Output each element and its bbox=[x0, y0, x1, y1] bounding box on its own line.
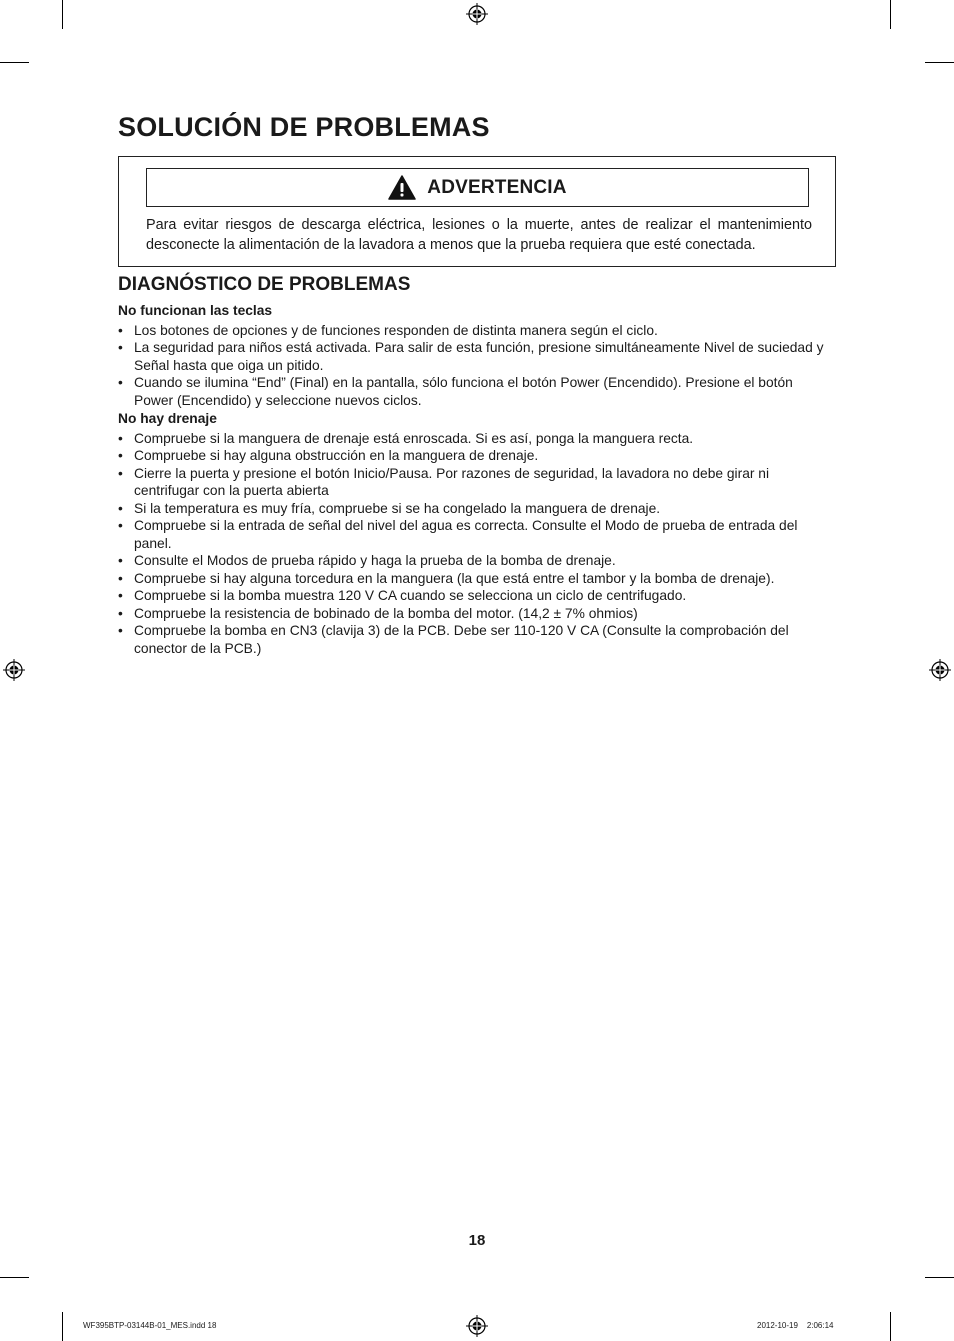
list-item: • Los botones de opciones y de funciones responden de distinta manera según el ciclo. bbox=[118, 322, 834, 340]
crop-mark bbox=[925, 62, 954, 63]
footer-file-info: WF395BTP-03144B-01_MES.indd 18 bbox=[83, 1321, 217, 1330]
registration-mark-icon bbox=[466, 1315, 488, 1337]
subsection-heading: No hay drenaje bbox=[118, 411, 217, 426]
registration-mark-icon bbox=[929, 659, 951, 681]
list-item: • Compruebe si la entrada de señal del nivel del agua es correcta. Consulte el Modo de prueba de entrada del panel. bbox=[118, 517, 834, 552]
warning-header bbox=[146, 168, 809, 207]
crop-mark bbox=[0, 1277, 29, 1278]
list-item: • Compruebe si hay alguna torcedura en la manguera (la que está entre el tambor y la bomba de drenaje). bbox=[118, 570, 834, 588]
crop-mark bbox=[62, 0, 63, 29]
crop-mark bbox=[925, 1277, 954, 1278]
warning-box bbox=[118, 156, 836, 267]
warning-triangle-icon bbox=[388, 175, 416, 200]
registration-mark-icon bbox=[3, 659, 25, 681]
warning-text: Para evitar riesgos de descarga eléctrica, lesiones o la muerte, antes de realizar el mantenimiento desconecte la alimentación de la lavadora a menos que la prueba requiera que esté conectada. bbox=[146, 217, 812, 253]
crop-mark bbox=[890, 1312, 891, 1341]
page-number: 18 bbox=[468, 1232, 486, 1249]
list-item: • Compruebe si la manguera de drenaje está enroscada. Si es así, ponga la manguera recta. bbox=[118, 430, 834, 448]
list-item: • Consulte el Modos de prueba rápido y haga la prueba de la bomba de drenaje. bbox=[118, 552, 834, 570]
warning-title: ADVERTENCIA bbox=[427, 176, 567, 198]
bullet-list bbox=[118, 430, 834, 658]
list-item: • Cierre la puerta y presione el botón Inicio/Pausa. Por razones de seguridad, la lavadora no debe girar ni centrifugar con la puerta abierta bbox=[118, 465, 834, 500]
list-item: • Compruebe la bomba en CN3 (clavija 3) de la PCB. Debe ser 110-120 V CA (Consulte la comprobación del conector de la PCB.) bbox=[118, 622, 834, 657]
list-item: • Compruebe la resistencia de bobinado de la bomba del motor. (14,2 ± 7% ohmios) bbox=[118, 605, 834, 623]
list-item: • Compruebe si la bomba muestra 120 V CA cuando se selecciona un ciclo de centrifugado. bbox=[118, 587, 834, 605]
list-item: • Compruebe si hay alguna obstrucción en la manguera de drenaje. bbox=[118, 447, 834, 465]
list-item: • La seguridad para niños está activada. Para salir de esta función, presione simultáneamente Nivel de suciedad y Señal hasta que oiga un pitido. bbox=[118, 339, 834, 374]
diagnosis-content bbox=[118, 302, 834, 657]
crop-mark bbox=[0, 62, 29, 63]
section-heading: DIAGNÓSTICO DE PROBLEMAS bbox=[118, 274, 411, 295]
subsection-heading: No funcionan las teclas bbox=[118, 303, 273, 318]
registration-mark-icon bbox=[466, 3, 488, 25]
page-title: SOLUCIÓN DE PROBLEMAS bbox=[118, 112, 490, 142]
list-item: • Si la temperatura es muy fría, compruebe si se ha congelado la manguera de drenaje. bbox=[118, 500, 834, 518]
crop-mark bbox=[890, 0, 891, 29]
crop-mark bbox=[62, 1312, 63, 1341]
footer-timestamp: 2012-10-19 2:06:14 bbox=[757, 1321, 834, 1330]
list-item: • Cuando se ilumina “End” (Final) en la pantalla, sólo funciona el botón Power (Encendido). Presione el botón Power (Encendido) y seleccione nuevos ciclos. bbox=[118, 374, 834, 409]
bullet-list bbox=[118, 322, 834, 410]
